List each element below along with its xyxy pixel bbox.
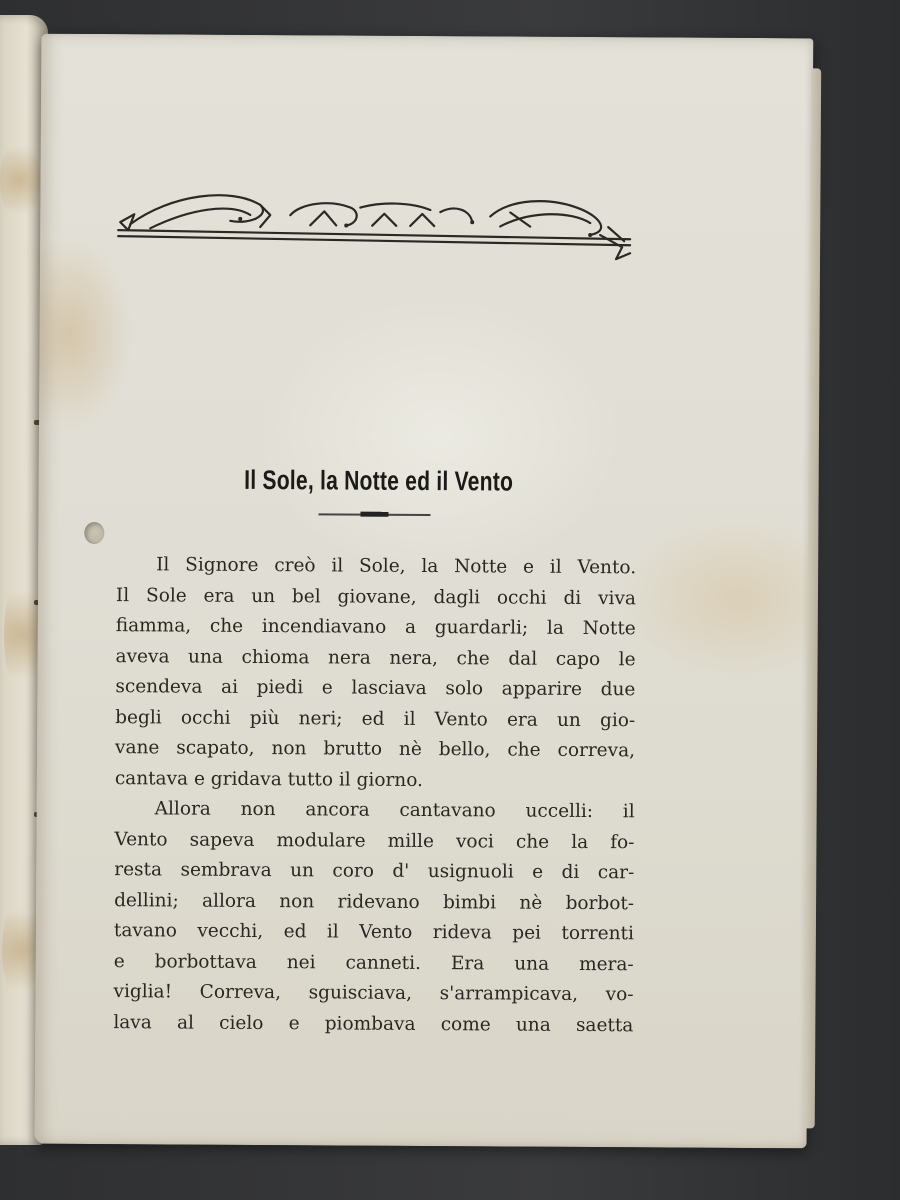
text-line: tavano vecchi, ed il Vento rideva pei torrenti	[113, 920, 634, 945]
ornament-header-icon	[110, 184, 644, 267]
text-line: vane scapato, non brutto nè bello, che correva,	[114, 737, 636, 762]
text-line: fiamma, che incendiavano a guardarli; la Notte	[115, 615, 636, 640]
text-line: dellini; allora non ridevano bimbi nè borbot-	[114, 889, 635, 914]
text-line: resta sembrava un coro d' usignuoli e di car-	[114, 859, 635, 884]
body-text	[113, 550, 636, 1041]
text-line: scendeva ai piedi e lasciava solo apparire due	[115, 676, 636, 701]
text-line: Vento sapeva modulare mille voci che la fo-	[114, 828, 635, 853]
page-title: Il Sole, la Notte ed il Vento	[244, 464, 514, 497]
text-line: aveva una chioma nera nera, che dal capo le	[115, 645, 636, 670]
text-line: begli occhi più neri; ed il Vento era un gio-	[115, 706, 636, 731]
paper-damage-hole	[84, 522, 104, 544]
text-line: Allora non ancora cantavano uccelli: il	[154, 798, 635, 823]
text-line: lava al cielo e piombava come una saetta	[113, 1011, 634, 1036]
title-divider-center	[360, 512, 388, 517]
book-page	[35, 34, 814, 1149]
text-line: Il Signore creò il Sole, la Notte e il Vento.	[156, 554, 637, 579]
text-line: e borbottava nei canneti. Era una mera-	[113, 950, 634, 975]
text-line: Il Sole era un bel giovane, dagli occhi di viva	[115, 584, 637, 609]
text-line: viglia! Correva, sguisciava, s'arrampicava, vo-	[113, 981, 634, 1006]
text-line: cantava e gridava tutto il giorno.	[114, 767, 424, 791]
page-edge	[805, 68, 821, 1128]
